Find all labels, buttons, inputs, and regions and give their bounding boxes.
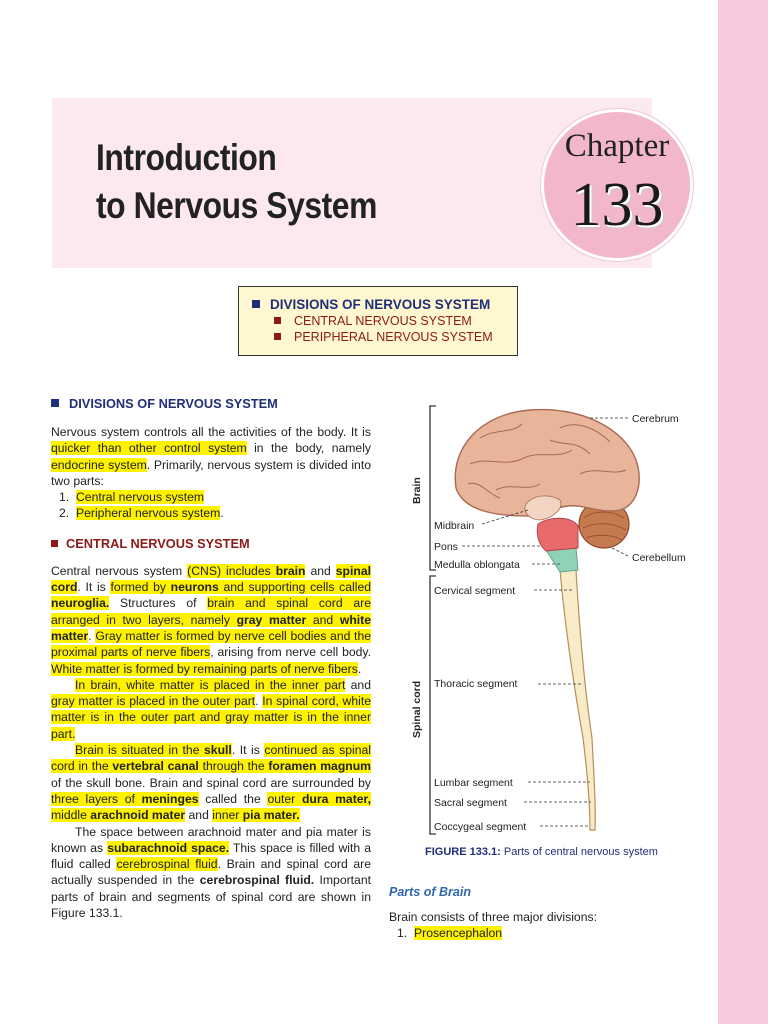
cns-paragraph-1: Central nervous system (CNS) includes brain and spinal cord. It is formed by neurons and supporting cells called neuroglia. Structures of brain and spinal cord are arranged in two layers, namely gray matter and white matter. Gray matter is formed by nerve cell bodies and the proximal parts of nerve fibers, arising from nerve cell body. White matter is formed by remaining parts of nerve fibers. (51, 563, 371, 676)
toc-sub-item: CENTRAL NERVOUS SYSTEM (252, 314, 517, 330)
title-line-2: to Nervous System (96, 185, 377, 226)
brain-divisions-list (389, 925, 709, 941)
section-heading-cns: CENTRAL NERVOUS SYSTEM (51, 536, 371, 552)
label-pons: Pons (434, 541, 458, 553)
left-text-column (51, 396, 371, 921)
square-bullet-icon (51, 399, 59, 407)
square-bullet-icon (274, 333, 281, 340)
list-item: 1. Prosencephalon (397, 926, 503, 941)
chapter-contents-box (238, 286, 518, 356)
label-coccygeal: Coccygeal segment (434, 821, 527, 833)
parts-of-brain-heading: Parts of Brain (389, 885, 471, 899)
chapter-title (96, 134, 377, 230)
list-item: 1. Central nervous system (59, 490, 205, 505)
label-midbrain: Midbrain (434, 520, 475, 532)
parts-of-brain-text: Brain consists of three major divisions: 1. Prosencephalon (389, 909, 709, 942)
title-line-1: Introduction (96, 137, 277, 178)
divisions-list (51, 489, 371, 522)
toc-sub-item: PERIPHERAL NERVOUS SYSTEM (252, 330, 517, 346)
spinal-cord-shape (560, 570, 595, 830)
toc-main-item: DIVISIONS OF NERVOUS SYSTEM (252, 296, 517, 314)
page-edge-strip (718, 0, 768, 1024)
label-cerebellum: Cerebellum (632, 552, 686, 564)
cns-paragraph-3: Brain is situated in the skull. It is continued as spinal cord in the vertebral canal through the foramen magnum of the skull bone. Brain and spinal cord are surrounded by three layers of meninges called the outer dura mater, middle arachnoid mater and inner pia mater. (51, 743, 372, 823)
square-bullet-icon (274, 317, 281, 324)
chapter-badge (541, 109, 693, 261)
label-medulla: Medulla oblongata (434, 559, 520, 571)
divisions-paragraph: Nervous system controls all the activities of the body. It is quicker than other control system in the body, namely endocrine system. Primarily, nervous system is divided into two parts: (51, 425, 371, 488)
label-lumbar: Lumbar segment (434, 777, 513, 789)
square-bullet-icon (252, 300, 260, 308)
section-heading-divisions: DIVISIONS OF NERVOUS SYSTEM (51, 396, 371, 412)
square-bullet-icon (51, 540, 58, 547)
label-sacral: Sacral segment (434, 797, 507, 809)
label-cerebrum: Cerebrum (632, 413, 679, 425)
list-item: 2. Peripheral nervous system. (59, 506, 224, 521)
chapter-number: 133 (570, 171, 664, 239)
chapter-word: Chapter (564, 128, 670, 164)
cns-paragraph-4: The space between arachnoid mater and pia mater is known as subarachnoid space. This space is filled with a fluid called cerebrospinal fluid. Brain and spinal cord are actually suspended in the cerebrospinal fluid. Important parts of brain and segments of spinal cord are shown in Figure 133.1. (51, 824, 372, 921)
cns-paragraph-2: In brain, white matter is placed in the inner part and gray matter is placed in the outer part. In spinal cord, white matter is in the outer part and gray matter is in the inner part. (51, 677, 371, 741)
figure-caption: FIGURE 133.1: Parts of central nervous system (425, 846, 658, 858)
cns-figure (400, 398, 710, 838)
label-cervical: Cervical segment (434, 585, 516, 597)
label-thoracic: Thoracic segment (434, 678, 518, 690)
pons-shape (537, 518, 578, 551)
medulla-shape (546, 548, 578, 572)
spinal-cord-bracket-label: Spinal cord (411, 680, 423, 738)
brain-bracket-label: Brain (411, 477, 423, 504)
